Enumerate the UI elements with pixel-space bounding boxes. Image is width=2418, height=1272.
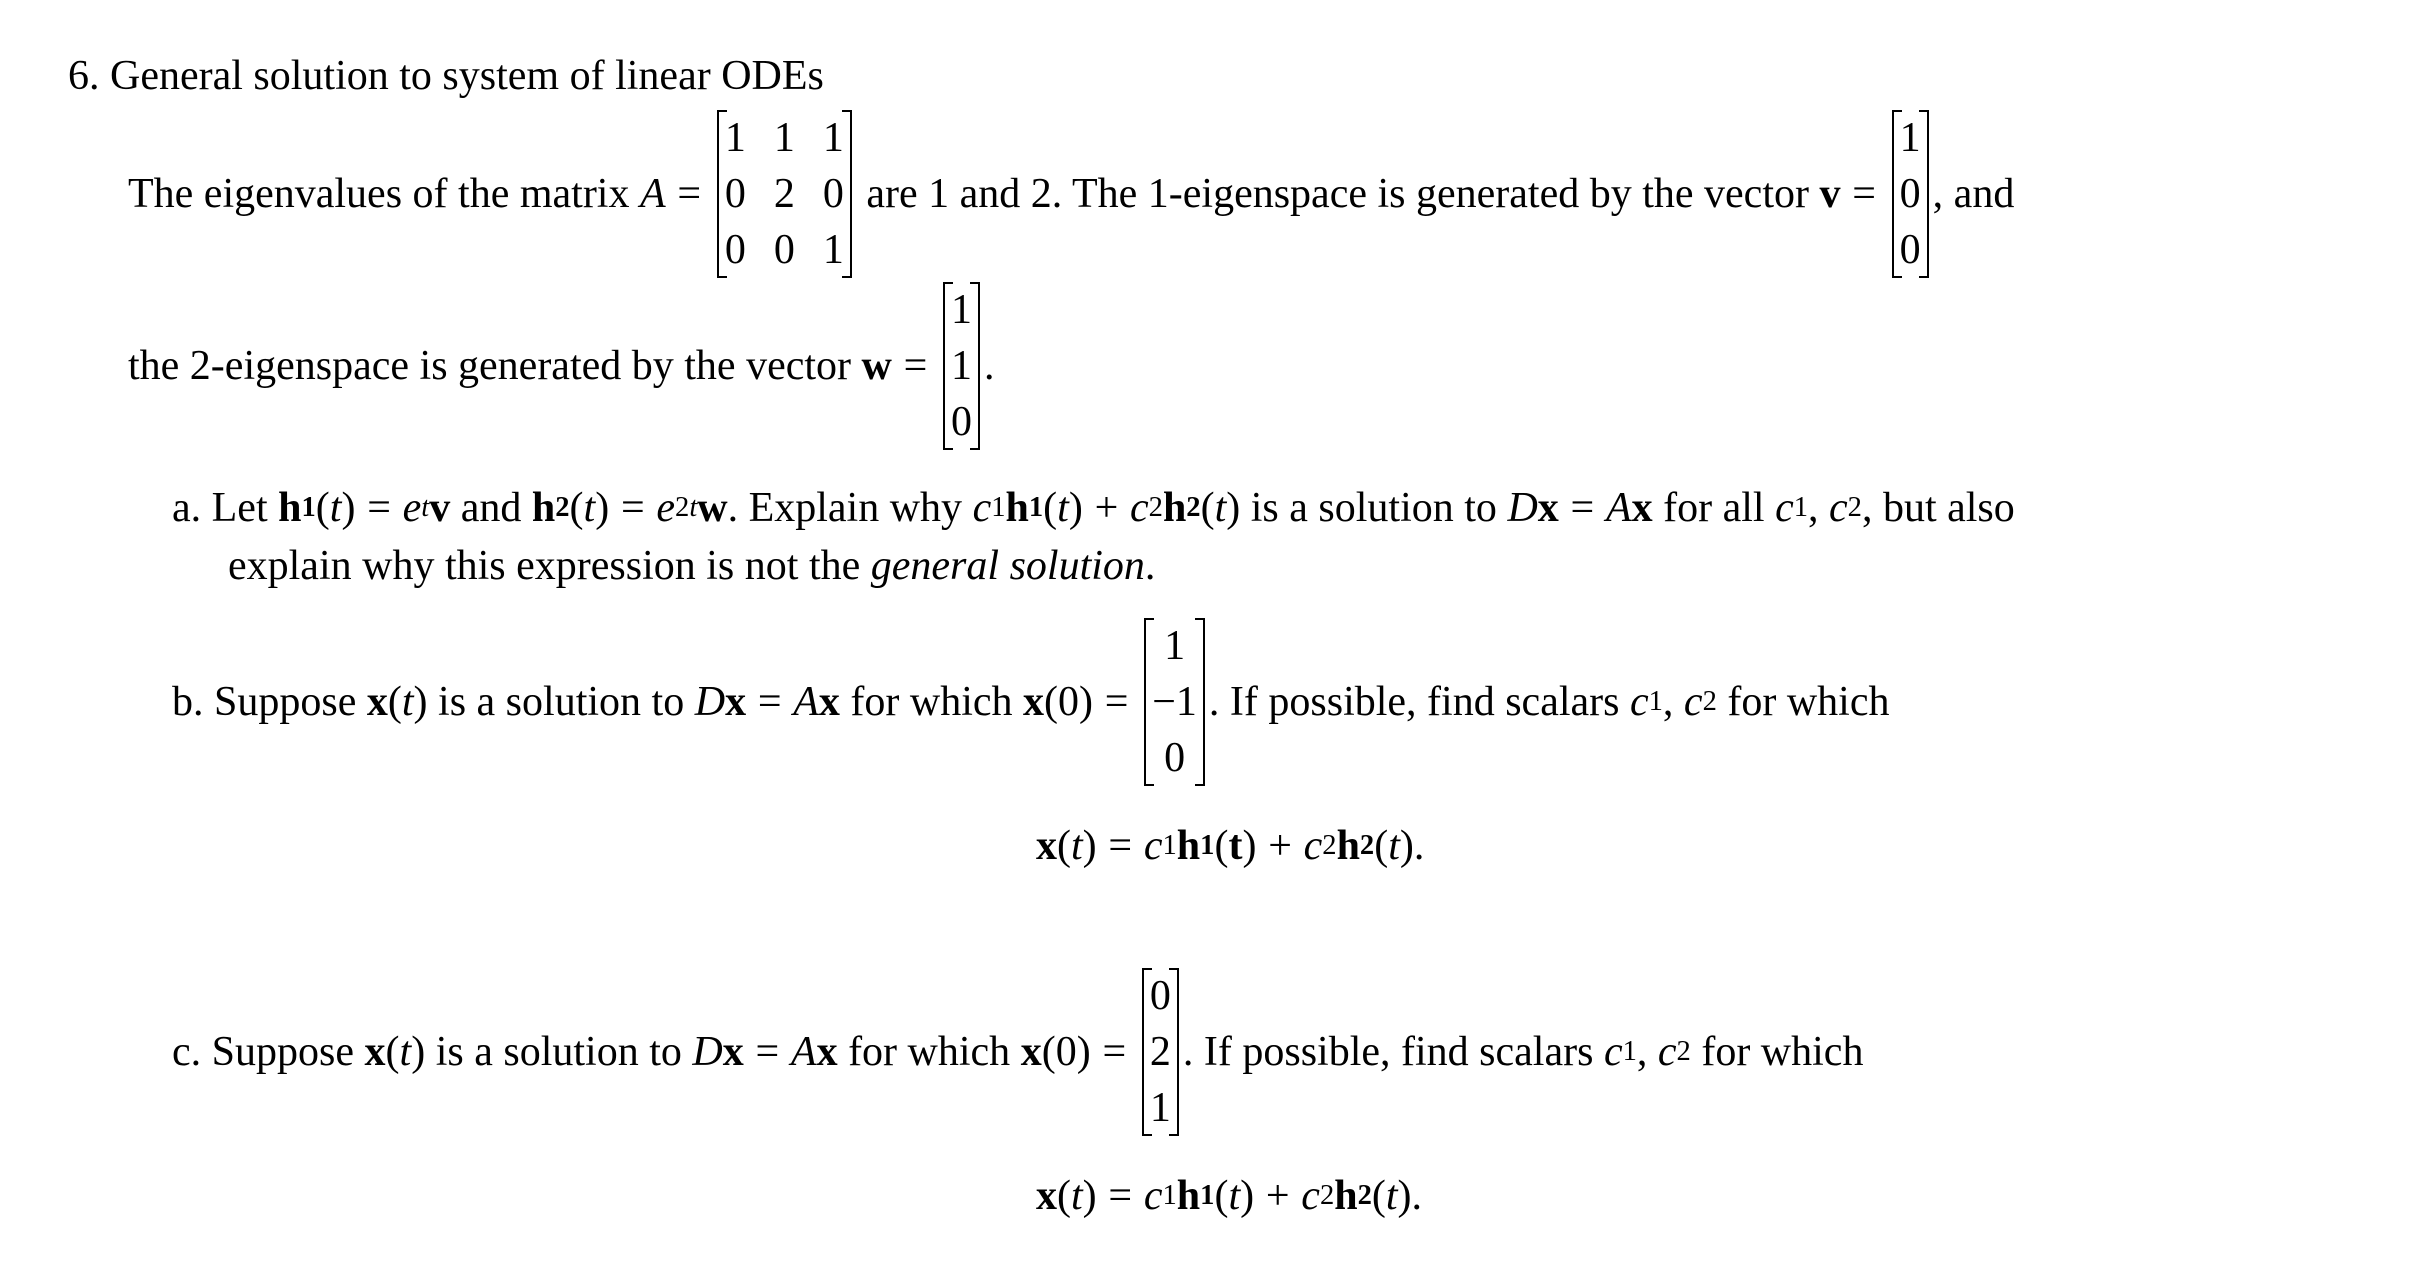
- paren: ): [595, 485, 610, 531]
- symbol-t-bold: t: [1228, 823, 1243, 869]
- text-for-which: for which: [848, 1029, 1011, 1075]
- symbol-t: t: [1214, 485, 1227, 531]
- symbol-x: x: [816, 1029, 838, 1075]
- symbol-t: t: [399, 1029, 412, 1075]
- paren: (: [1214, 1173, 1229, 1219]
- equals-sign: =: [620, 485, 645, 531]
- vector-x0-b: [1144, 618, 1205, 786]
- symbol-c: c: [1130, 485, 1149, 531]
- matrix-A-entry: 0: [822, 171, 844, 217]
- symbol-t: t: [1071, 823, 1083, 869]
- symbol-h: h: [1336, 823, 1360, 869]
- part-b-line: b. Suppose x ( t ) is a solution to D x = A x for which x ( 0 ) = 1 −1 0 . If possible, find scalars c 1 , c 2 for which: [172, 618, 1889, 786]
- matrix-A-entry: 0: [773, 227, 795, 273]
- period: .: [1144, 543, 1156, 589]
- matrix-A-entry: 1: [773, 115, 795, 161]
- vector-w-entry: 0: [951, 399, 973, 445]
- paren: ): [1079, 679, 1094, 725]
- paren: ): [411, 1029, 426, 1075]
- symbol-x: x: [1631, 485, 1653, 531]
- equals-sign: =: [757, 679, 782, 725]
- symbol-c: c: [1603, 1029, 1623, 1075]
- symbol-c: c: [1629, 679, 1649, 725]
- equals-sign: =: [1852, 171, 1876, 217]
- equals-sign: =: [755, 1029, 780, 1075]
- paren: ): [413, 679, 428, 725]
- symbol-h: h: [278, 485, 302, 531]
- text-for-which: for which: [850, 679, 1013, 725]
- symbol-c: c: [1657, 1029, 1677, 1075]
- period: .: [1413, 823, 1425, 869]
- paren: ): [1397, 1173, 1412, 1219]
- intro-text-1: The eigenvalues of the matrix: [128, 171, 630, 217]
- intro-text-3: , and: [1932, 171, 2015, 217]
- equals-sign: =: [1102, 1029, 1127, 1075]
- symbol-A: A: [790, 1029, 817, 1075]
- symbol-x: x: [1020, 1029, 1042, 1075]
- vector-v: [1892, 110, 1929, 278]
- paren: (: [1041, 1029, 1056, 1075]
- part-c-equation: x ( t ) = c 1 h 1 ( t ) + c 2 h 2 ( t ) .: [1036, 1173, 1423, 1219]
- equals-sign: =: [1108, 1173, 1133, 1219]
- matrix-A-entry: 2: [773, 171, 795, 217]
- text-for-all: for all: [1663, 485, 1765, 531]
- paren: ): [1240, 1173, 1255, 1219]
- part-a-line-1: a. Let h 1 ( t ) = e t v and h 2 ( t ) = e 2t w . Explain why c 1 h 1 ( t ) + c 2 h 2 ( t ) is a solution to D x = A x for all c 1 , c 2 , but also: [172, 485, 2015, 531]
- equals-sign: =: [677, 171, 702, 217]
- period: .: [1411, 1173, 1423, 1219]
- vector-x0-b-entry: 0: [1164, 735, 1186, 781]
- symbol-v: v: [1819, 171, 1841, 217]
- symbol-t: t: [1057, 485, 1069, 531]
- symbol-t: t: [1388, 823, 1400, 869]
- symbol-x: x: [1537, 485, 1559, 531]
- matrix-A-entry: 1: [822, 227, 844, 273]
- paren: ): [1082, 823, 1097, 869]
- vector-w-entry: 1: [951, 343, 973, 389]
- part-a-label: a.: [172, 485, 202, 531]
- paren: ): [1399, 823, 1414, 869]
- symbol-w: w: [697, 485, 728, 531]
- equals-sign: =: [1104, 679, 1129, 725]
- equals-sign: =: [1108, 823, 1133, 869]
- exponent-t: t: [689, 492, 698, 523]
- symbol-A: A: [793, 679, 819, 725]
- exponent-2: 2: [675, 492, 690, 523]
- vector-v-entry: 0: [1899, 227, 1921, 273]
- paren: (: [387, 679, 402, 725]
- symbol-h: h: [1005, 485, 1029, 531]
- paren: (: [1043, 485, 1058, 531]
- text-and: and: [460, 485, 522, 531]
- paren: (: [1200, 485, 1215, 531]
- symbol-t: t: [1228, 1173, 1241, 1219]
- symbol-c: c: [1303, 823, 1323, 869]
- zero: 0: [1058, 679, 1080, 725]
- part-c-line: c. Suppose x ( t ) is a solution to D x = A x for which x ( 0 ) = 0 2 1 . If possible, find scalars c 1 , c 2 for which: [172, 968, 1863, 1136]
- symbol-c: c: [972, 485, 992, 531]
- vector-v-entry: 0: [1899, 171, 1921, 217]
- matrix-A-entry: 0: [724, 171, 746, 217]
- zero: 0: [1055, 1029, 1077, 1075]
- vector-x0-b-entry: 1: [1164, 623, 1186, 669]
- comma: ,: [1636, 1029, 1648, 1075]
- vector-w: [943, 282, 980, 450]
- text-suppose: Suppose: [211, 1029, 355, 1075]
- vector-v-entry: 1: [1899, 115, 1921, 161]
- text-for-which: for which: [1727, 679, 1890, 725]
- paren: (: [1057, 1173, 1071, 1219]
- intro-text-4: the 2-eigenspace is generated by the vector: [128, 343, 852, 389]
- symbol-e: e: [656, 485, 676, 531]
- part-a-line-2: [228, 542, 1155, 590]
- symbol-t: t: [329, 485, 342, 531]
- symbol-x: x: [725, 679, 747, 725]
- problem-number: 6.: [68, 53, 100, 99]
- equals-sign: =: [367, 485, 391, 531]
- paren: (: [1214, 823, 1229, 869]
- vector-x0-c-entry: 1: [1149, 1085, 1171, 1131]
- symbol-v: v: [429, 485, 451, 531]
- paren: ): [341, 485, 356, 531]
- vector-x0-c-entry: 2: [1149, 1029, 1171, 1075]
- vector-x0-b-entry: −1: [1152, 679, 1197, 725]
- intro-text-2: are 1 and 2. The 1-eigenspace is generated by the vector: [866, 171, 1809, 217]
- matrix-A-entry: 1: [822, 115, 844, 161]
- vector-w-entry: 1: [951, 287, 973, 333]
- symbol-x: x: [722, 1029, 744, 1075]
- matrix-A-entry: 0: [724, 227, 746, 273]
- paren: (: [315, 485, 330, 531]
- text-is-solution: is a solution to: [435, 1029, 682, 1075]
- symbol-x: x: [366, 679, 388, 725]
- symbol-h: h: [1334, 1173, 1358, 1219]
- text-is-solution: is a solution to: [438, 679, 685, 725]
- equals-sign: =: [1570, 485, 1595, 531]
- symbol-x: x: [1036, 1173, 1057, 1219]
- text-but-also: , but also: [1861, 485, 2015, 531]
- paren: ): [1068, 485, 1083, 531]
- symbol-h: h: [531, 485, 556, 531]
- text-if-possible: . If possible, find scalars: [1208, 679, 1620, 725]
- symbol-c: c: [1301, 1173, 1320, 1219]
- symbol-t: t: [1071, 1173, 1083, 1219]
- intro-line-1: [128, 110, 2014, 278]
- intro-text-5: .: [984, 343, 995, 389]
- symbol-D: D: [694, 679, 726, 725]
- symbol-c: c: [1775, 485, 1794, 531]
- problem-title: General solution to system of linear ODEs: [110, 53, 824, 99]
- comma: ,: [1662, 679, 1674, 725]
- vector-x0-c: [1142, 968, 1179, 1136]
- paren: ): [1082, 1173, 1097, 1219]
- symbol-x: x: [364, 1029, 386, 1075]
- paren: (: [1044, 679, 1059, 725]
- symbol-c: c: [1143, 823, 1163, 869]
- text-explain: . Explain why: [727, 485, 963, 531]
- text-for-which: for which: [1701, 1029, 1864, 1075]
- intro-line-2: [128, 282, 995, 450]
- text-let: Let: [211, 485, 268, 531]
- symbol-A: A: [639, 171, 666, 217]
- text-suppose: Suppose: [214, 679, 357, 725]
- comma: ,: [1808, 485, 1819, 531]
- part-c-label: c.: [172, 1029, 202, 1075]
- symbol-h: h: [1176, 823, 1201, 869]
- text-is-solution: is a solution to: [1250, 485, 1497, 531]
- paren: (: [1371, 1173, 1386, 1219]
- plus-sign: +: [1094, 485, 1119, 531]
- symbol-c: c: [1143, 1173, 1163, 1219]
- symbol-x: x: [818, 679, 840, 725]
- symbol-t: t: [583, 485, 596, 531]
- symbol-D: D: [692, 1029, 723, 1075]
- paren: (: [385, 1029, 400, 1075]
- equals-sign: =: [903, 343, 928, 389]
- symbol-h: h: [1162, 485, 1187, 531]
- symbol-D: D: [1507, 485, 1538, 531]
- matrix-A: [717, 110, 852, 278]
- symbol-w: w: [861, 343, 892, 389]
- symbol-t: t: [1385, 1173, 1398, 1219]
- text-explain-why: explain why this expression is not the: [228, 543, 861, 589]
- symbol-e: e: [402, 485, 422, 531]
- text-general-solution: general solution: [870, 543, 1145, 589]
- plus-sign: +: [1265, 1173, 1290, 1219]
- paren: (: [1057, 823, 1071, 869]
- part-b-label: b.: [172, 679, 204, 725]
- symbol-c: c: [1683, 679, 1703, 725]
- paren: (: [569, 485, 584, 531]
- paren: ): [1226, 485, 1241, 531]
- text-if-possible: . If possible, find scalars: [1182, 1029, 1594, 1075]
- paren: ): [1076, 1029, 1091, 1075]
- symbol-c: c: [1829, 485, 1848, 531]
- symbol-t: t: [401, 679, 414, 725]
- symbol-A: A: [1605, 485, 1632, 531]
- symbol-h: h: [1176, 1173, 1201, 1219]
- symbol-x: x: [1036, 823, 1057, 869]
- vector-x0-c-entry: 0: [1149, 973, 1171, 1019]
- problem-heading: [68, 52, 824, 100]
- part-b-equation: x ( t ) = c 1 h 1 ( t ) + c 2 h 2 ( t ) .: [1036, 823, 1425, 869]
- matrix-A-entry: 1: [724, 115, 746, 161]
- paren: ): [1242, 823, 1257, 869]
- plus-sign: +: [1268, 823, 1292, 869]
- symbol-x: x: [1023, 679, 1045, 725]
- paren: (: [1374, 823, 1389, 869]
